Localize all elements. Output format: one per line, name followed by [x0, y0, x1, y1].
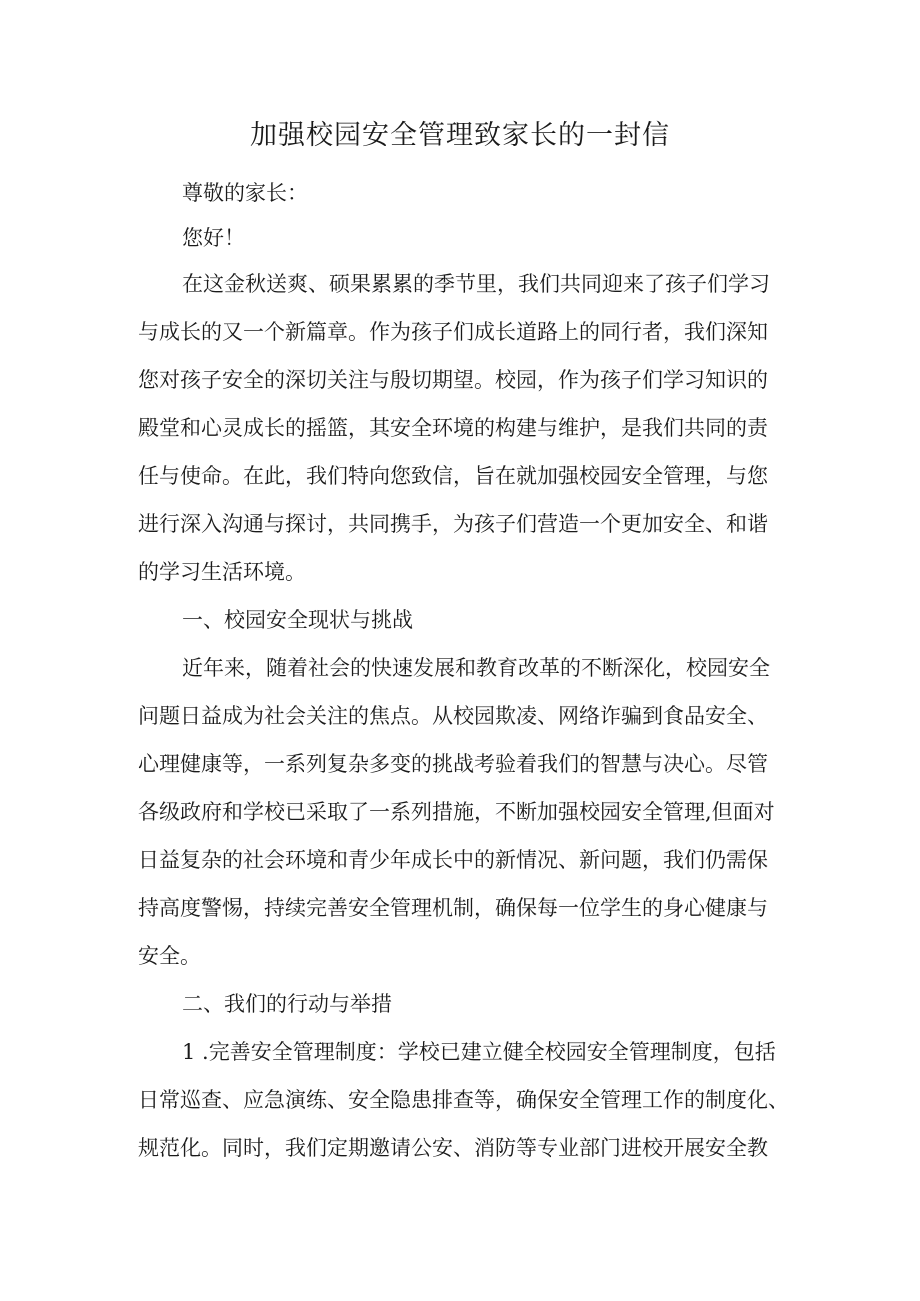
intro-line-7: 的学习生活环境。 [138, 560, 306, 584]
intro-line-1: 在这金秋送爽、硕果累累的季节里，我们共同迎来了孩子们学习 [182, 272, 770, 296]
section1-line-6: 持高度警惕，持续完善安全管理机制，确保每一位学生的身心健康与 [138, 896, 768, 920]
intro-line-4: 殿堂和心灵成长的摇篮，其安全环境的构建与维护，是我们共同的责 [138, 416, 768, 440]
section1-line-7: 安全。 [138, 944, 201, 968]
section2-item1-line-3: 规范化。同时，我们定期邀请公安、消防等专业部门进校开展安全教 [138, 1136, 768, 1160]
document-title: 加强校园安全管理致家长的一封信 [250, 120, 670, 151]
section1-line-1: 近年来，随着社会的快速发展和教育改革的不断深化，校园安全 [182, 656, 770, 680]
section2-item1-line-2: 日常巡查、应急演练、安全隐患排查等，确保安全管理工作的制度化、 [138, 1088, 789, 1112]
intro-line-3: 您对孩子安全的深切关注与殷切期望。校园，作为孩子们学习知识的 [138, 368, 768, 392]
section1-line-4: 各级政府和学校已采取了一系列措施，不断加强校园安全管理,但面对 [138, 800, 775, 824]
section2-item1-line-1: 1 .完善安全管理制度：学校已建立健全校园安全管理制度，包括 [182, 1040, 776, 1064]
section1-line-2: 问题日益成为社会关注的焦点。从校园欺凌、网络诈骗到食品安全、 [138, 704, 768, 728]
section1-line-3: 心理健康等，一系列复杂多变的挑战考验着我们的智慧与决心。尽管 [138, 752, 768, 776]
section2-heading: 二、我们的行动与举措 [182, 992, 392, 1016]
intro-line-2: 与成长的又一个新篇章。作为孩子们成长道路上的同行者，我们深知 [138, 320, 768, 344]
intro-line-6: 进行深入沟通与探讨，共同携手，为孩子们营造一个更加安全、和谐 [138, 512, 768, 536]
hello-line: 您好！ [182, 226, 245, 250]
section1-line-5: 日益复杂的社会环境和青少年成长中的新情况、新问题，我们仍需保 [138, 848, 768, 872]
greeting: 尊敬的家长： [182, 181, 308, 205]
section1-heading: 一、校园安全现状与挑战 [182, 608, 413, 632]
intro-line-5: 任与使命。在此，我们特向您致信，旨在就加强校园安全管理，与您 [138, 464, 768, 488]
